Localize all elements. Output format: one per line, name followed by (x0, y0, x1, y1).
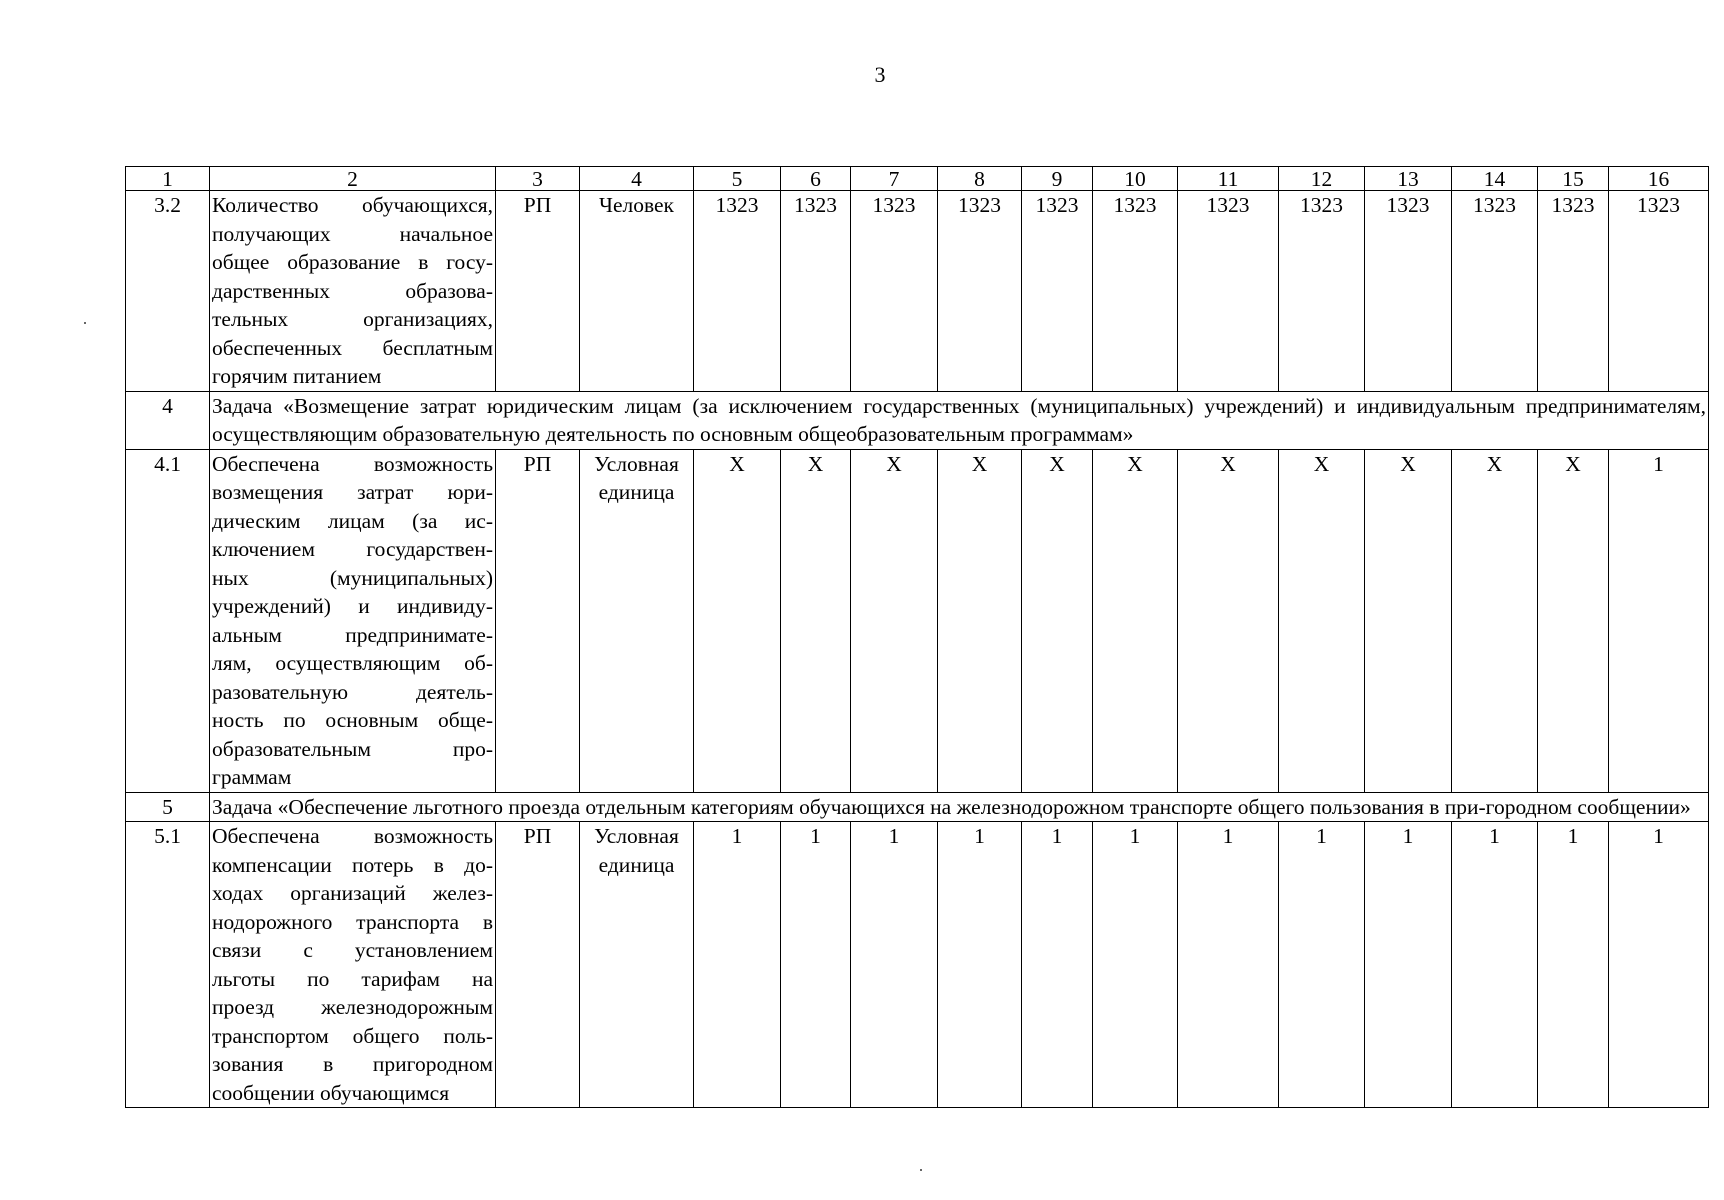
indicator-value: 1 (1365, 822, 1452, 1108)
indicator-name-line: нодорожного транспорта в (212, 909, 493, 934)
indicator-value: 1 (1022, 822, 1093, 1108)
task-row (126, 391, 1709, 449)
indicator-level: РП (496, 191, 580, 392)
indicator-unit: Условная единица (580, 822, 694, 1108)
indicator-value: X (1279, 449, 1365, 792)
header-cell: 10 (1093, 167, 1178, 191)
indicator-name-line: горячим питанием (212, 364, 382, 388)
indicator-value: 1323 (1178, 191, 1279, 392)
indicator-name-line: ность по основным обще- (212, 708, 493, 732)
row-number: 4.1 (126, 449, 210, 792)
indicator-name-line: возмещения затрат юри- (212, 480, 493, 504)
header-cell: 8 (938, 167, 1022, 191)
indicator-name-line: сообщении обучающимся (212, 1080, 450, 1105)
indicator-name-line: получающих начальное (212, 221, 493, 246)
header-cell: 4 (580, 167, 694, 191)
header-cell: 5 (694, 167, 781, 191)
indicator-name-line: транспортом общего поль- (212, 1023, 493, 1048)
indicator-value: 1 (1538, 822, 1609, 1108)
header-cell: 2 (210, 167, 496, 191)
indicator-value: X (1452, 449, 1538, 792)
indicator-name-line: связи с установлением (212, 938, 493, 962)
indicator-name-line: обеспеченных бесплатным (212, 335, 493, 360)
indicator-name (210, 449, 496, 792)
indicator-name-line: общее образование в госу- (212, 250, 493, 274)
indicator-value: X (1093, 449, 1178, 792)
indicator-value: 1 (1093, 822, 1178, 1108)
indicator-value: X (1538, 449, 1609, 792)
header-cell: 1 (126, 167, 210, 191)
indicator-value: X (694, 449, 781, 792)
header-cell: 13 (1365, 167, 1452, 191)
page-number: 3 (874, 62, 886, 87)
indicator-name-line: проезд железнодорожным (212, 995, 493, 1019)
indicator-name-line: льготы по тарифам на (212, 966, 493, 991)
indicator-value: X (1365, 449, 1452, 792)
indicator-value: 1 (851, 822, 938, 1108)
indicator-value: 1 (1452, 822, 1538, 1108)
row-number: 4 (126, 391, 210, 449)
header-row (126, 167, 1709, 191)
indicator-value: X (1022, 449, 1093, 792)
header-cell: 6 (781, 167, 851, 191)
indicator-row (126, 191, 1709, 392)
header-cell: 16 (1609, 167, 1709, 191)
indicator-name-line: тельных организациях, (212, 307, 493, 331)
indicator-value: X (938, 449, 1022, 792)
indicator-name-line: образовательным про- (212, 736, 493, 761)
indicator-name-line: ходах организаций желез- (212, 881, 493, 905)
header-cell: 9 (1022, 167, 1093, 191)
indicators-table (125, 166, 1709, 1108)
indicator-name-line: зования в пригородном (212, 1052, 493, 1076)
indicator-value: 1323 (1279, 191, 1365, 392)
indicator-value: 1 (781, 822, 851, 1108)
header-cell: 12 (1279, 167, 1365, 191)
indicator-name-line: учреждений) и индивиду- (212, 594, 493, 618)
row-number: 5.1 (126, 822, 210, 1108)
indicator-name (210, 191, 496, 392)
indicator-level: РП (496, 822, 580, 1108)
task-description: Задача «Обеспечение льготного проезда отдельным категориям обучающихся на железнодорожном транспорте общего пользования в при-городном сообщении» (210, 792, 1709, 822)
indicator-name-line: компенсации потерь в до- (212, 852, 493, 877)
indicator-name-line: ключением государствен- (212, 537, 493, 561)
indicator-name-line: Обеспечена возможность (212, 451, 493, 476)
indicator-name-line: Количество обучающихся, (212, 193, 493, 217)
indicator-value: 1323 (781, 191, 851, 392)
indicator-level: РП (496, 449, 580, 792)
indicator-unit: Условная единица (580, 449, 694, 792)
task-row (126, 792, 1709, 822)
header-cell: 7 (851, 167, 938, 191)
indicator-name-line: дарственных образова- (212, 278, 493, 303)
indicator-value: 1 (938, 822, 1022, 1108)
indicator-value: 1 (1279, 822, 1365, 1108)
indicator-value: X (1178, 449, 1279, 792)
indicator-value: 1323 (1365, 191, 1452, 392)
indicator-value: 1323 (1609, 191, 1709, 392)
indicator-value: 1 (1609, 822, 1709, 1108)
header-cell: 3 (496, 167, 580, 191)
indicator-name-line: граммам (212, 765, 292, 789)
indicator-value: 1 (1178, 822, 1279, 1108)
header-cell: 14 (1452, 167, 1538, 191)
indicator-value: 1323 (1093, 191, 1178, 392)
indicator-value: 1 (1609, 449, 1709, 792)
indicator-value: X (781, 449, 851, 792)
indicator-value: 1323 (851, 191, 938, 392)
indicator-row (126, 822, 1709, 1108)
indicator-name-line: дическим лицам (за ис- (212, 508, 493, 533)
indicator-value: 1323 (694, 191, 781, 392)
indicator-value: 1323 (1022, 191, 1093, 392)
indicator-name-line: альным предпринимате- (212, 622, 493, 647)
row-number: 5 (126, 792, 210, 822)
indicator-name-line: лям, осуществляющим об- (212, 651, 493, 675)
indicator-unit: Человек (580, 191, 694, 392)
scan-speck (84, 322, 86, 324)
indicator-value: 1 (694, 822, 781, 1108)
row-number: 3.2 (126, 191, 210, 392)
indicator-name (210, 822, 496, 1108)
indicator-name-line: Обеспечена возможность (212, 824, 493, 848)
task-description: Задача «Возмещение затрат юридическим лицам (за исключением государственных (муниципальных) учреждений) и индивидуальным предпринимателям, осуществляющим образовательную деятельность по основным общеобразовательным программам» (210, 391, 1709, 449)
scan-speck (920, 1169, 922, 1171)
indicator-value: 1323 (1538, 191, 1609, 392)
header-cell: 15 (1538, 167, 1609, 191)
indicator-name-line: ных (муниципальных) (212, 565, 493, 590)
indicator-name-line: разовательную деятель- (212, 679, 493, 704)
indicator-value: 1323 (938, 191, 1022, 392)
indicator-row (126, 449, 1709, 792)
indicator-value: 1323 (1452, 191, 1538, 392)
indicator-value: X (851, 449, 938, 792)
header-cell: 11 (1178, 167, 1279, 191)
